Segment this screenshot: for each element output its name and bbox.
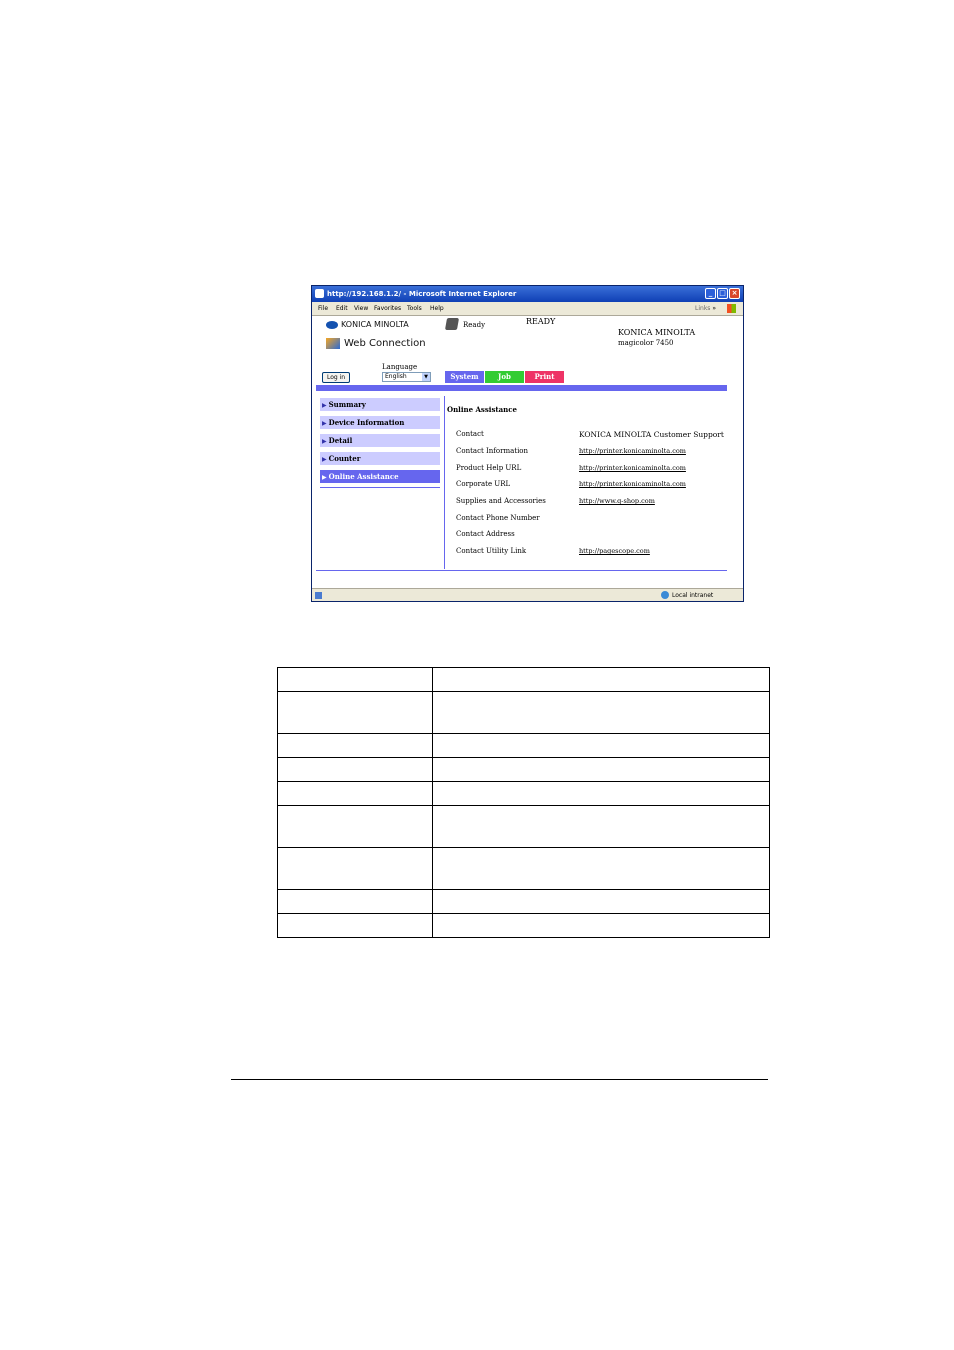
maximize-button[interactable]: □ xyxy=(717,288,728,299)
konica-minolta-logo: KONICA MINOLTA xyxy=(326,320,409,329)
row-label: Contact Utility Link xyxy=(456,547,527,555)
contact-information-link[interactable]: http://printer.konicaminolta.com xyxy=(579,447,686,455)
arrow-right-icon: ▶ xyxy=(322,402,327,409)
device-status: READY xyxy=(526,317,556,326)
sidebar-item-detail[interactable]: ▶ Detail xyxy=(320,434,440,447)
arrow-right-icon: ▶ xyxy=(322,420,327,427)
sidebar-item-counter[interactable]: ▶ Counter xyxy=(320,452,440,465)
info-row-contact-address xyxy=(456,530,736,542)
close-button[interactable]: × xyxy=(729,288,740,299)
product-help-link[interactable]: http://printer.konicaminolta.com xyxy=(579,464,686,472)
table-row xyxy=(278,734,770,758)
pagescope-icon xyxy=(326,338,340,349)
table-row xyxy=(278,890,770,914)
tab-print[interactable]: Print xyxy=(525,371,564,383)
info-row-product-help-url xyxy=(456,464,736,476)
sidebar-nav xyxy=(320,398,440,488)
arrow-right-icon: ▶ xyxy=(322,474,327,481)
tab-job[interactable]: Job xyxy=(485,371,524,383)
row-label: Supplies and Accessories xyxy=(456,497,546,505)
web-connection-logo: Web Connection xyxy=(326,338,426,349)
intranet-globe-icon xyxy=(661,591,669,599)
page-title: Online Assistance xyxy=(447,405,517,414)
content-divider-vertical xyxy=(444,396,445,569)
language-select[interactable]: English ▼ xyxy=(382,372,431,382)
row-label: Corporate URL xyxy=(456,480,511,488)
row-label: Product Help URL xyxy=(456,464,522,472)
ready-label: Ready xyxy=(463,321,486,329)
info-row-contact xyxy=(456,430,736,442)
table-row xyxy=(278,758,770,782)
status-bar xyxy=(312,588,743,602)
utility-link[interactable]: http://pagescope.com xyxy=(579,547,650,555)
login-button[interactable]: Log in xyxy=(322,372,350,383)
row-label: Contact xyxy=(456,430,484,438)
minimize-button[interactable]: _ xyxy=(705,288,716,299)
menu-file[interactable]: File xyxy=(318,305,329,312)
links-toolbar[interactable] xyxy=(695,305,716,312)
content-divider-bottom xyxy=(316,570,727,571)
sidebar-item-summary[interactable]: ▶ Summary xyxy=(320,398,440,411)
info-row-contact-information xyxy=(456,447,736,459)
description-table xyxy=(277,667,770,938)
arrow-right-icon: ▶ xyxy=(322,456,327,463)
supplies-link[interactable]: http://www.q-shop.com xyxy=(579,497,655,505)
page-icon xyxy=(315,592,322,599)
windows-logo-icon xyxy=(727,304,736,313)
menu-view[interactable]: View xyxy=(354,305,369,312)
arrow-right-icon: ▶ xyxy=(322,438,327,445)
info-row-contact-phone xyxy=(456,514,736,526)
model-name: magicolor 7450 xyxy=(618,339,674,347)
title-bar xyxy=(312,286,743,302)
row-label: Contact Information xyxy=(456,447,529,455)
window-title: http://192.168.1.2/ - Microsoft Internet Explorer xyxy=(327,290,517,298)
row-value: KONICA MINOLTA Customer Support xyxy=(579,430,724,439)
table-row xyxy=(278,848,770,890)
row-label: Contact Phone Number xyxy=(456,514,540,522)
browser-window xyxy=(311,285,744,602)
web-page xyxy=(312,316,743,588)
sidebar-item-online-assistance[interactable]: ▶ Online Assistance xyxy=(320,470,440,483)
header-divider xyxy=(316,385,727,391)
footer-divider xyxy=(231,1079,768,1080)
menu-bar xyxy=(312,302,743,316)
menu-edit[interactable]: Edit xyxy=(336,305,348,312)
sidebar-item-device-information[interactable]: ▶ Device Information xyxy=(320,416,440,429)
table-row xyxy=(278,782,770,806)
security-zone: Local intranet xyxy=(672,592,714,599)
chevron-down-icon: ▼ xyxy=(422,373,430,381)
chevron-icon: » xyxy=(712,305,717,312)
info-row-supplies xyxy=(456,497,736,509)
brand-globe-icon xyxy=(326,321,338,329)
language-label: Language xyxy=(382,363,418,371)
tab-system[interactable]: System xyxy=(445,371,484,383)
menu-tools[interactable]: Tools xyxy=(407,305,422,312)
info-row-corporate-url xyxy=(456,480,736,492)
info-row-utility-link xyxy=(456,547,736,559)
model-brand: KONICA MINOLTA xyxy=(618,328,696,337)
table-row xyxy=(278,914,770,938)
links-label: Links xyxy=(695,305,711,312)
corporate-url-link[interactable]: http://printer.konicaminolta.com xyxy=(579,480,686,488)
menu-help[interactable]: Help xyxy=(430,305,444,312)
printer-icon xyxy=(445,318,459,330)
table-row xyxy=(278,668,770,692)
sidebar-divider xyxy=(320,487,440,488)
row-label: Contact Address xyxy=(456,530,515,538)
menu-favorites[interactable]: Favorites xyxy=(374,305,402,312)
table-row xyxy=(278,692,770,734)
ie-icon xyxy=(315,289,324,298)
table-row xyxy=(278,806,770,848)
